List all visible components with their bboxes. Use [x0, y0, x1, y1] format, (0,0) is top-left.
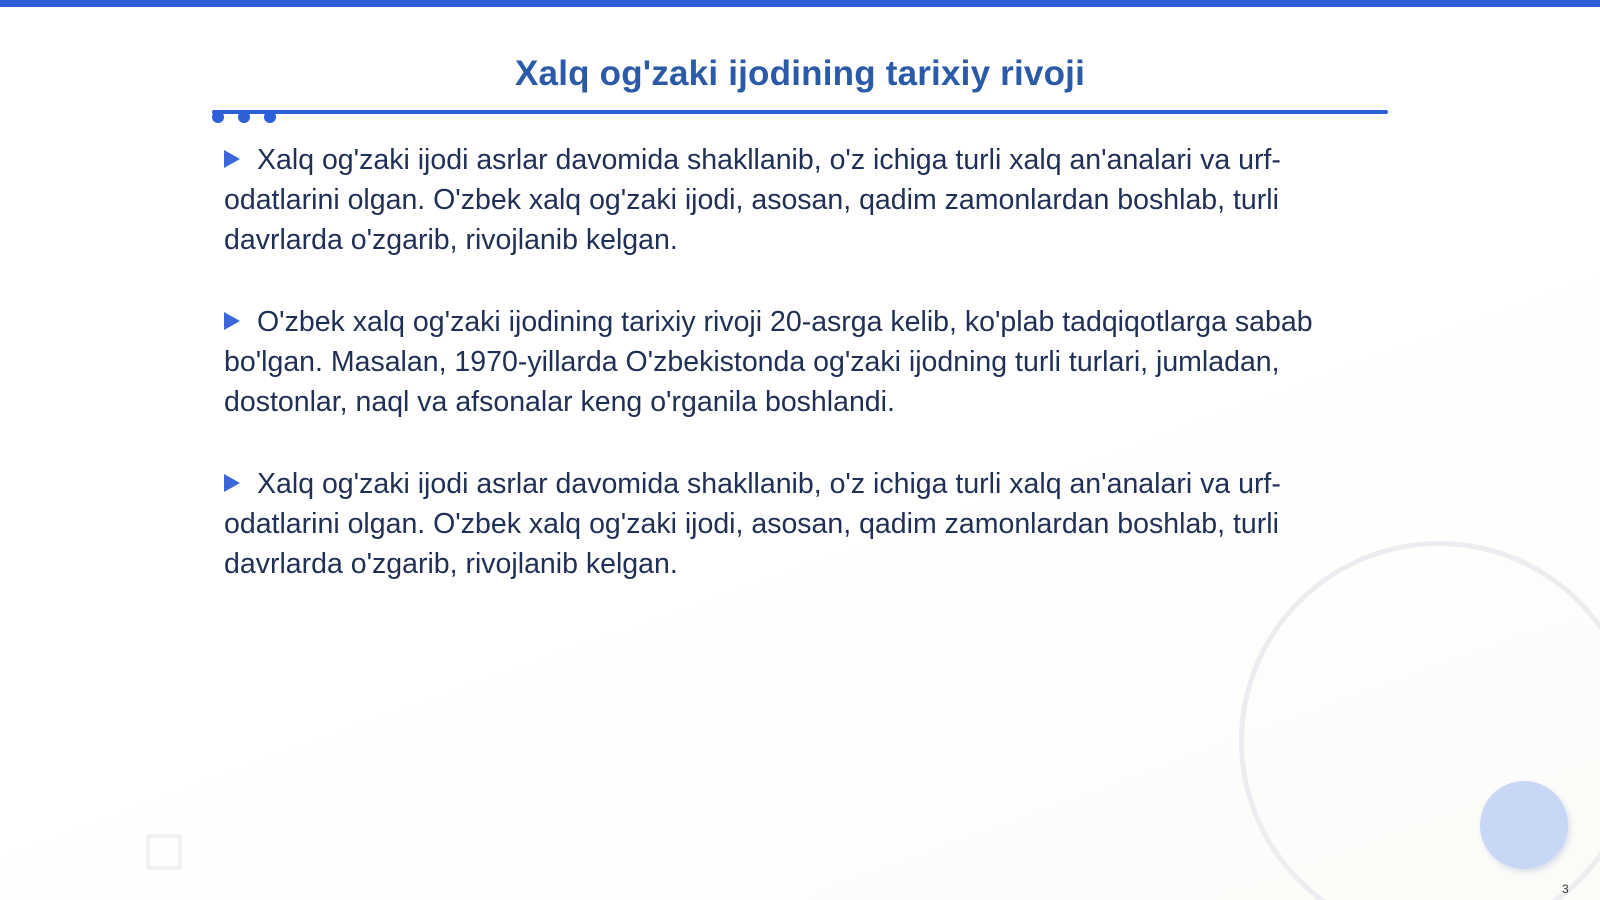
underline-dot	[264, 111, 276, 123]
bullet-text: Xalq og'zaki ijodi asrlar davomida shakllanib, o'z ichiga turli xalq an'analari va urf-odatlarini olgan. O'zbek xalq og'zaki ijodi, asosan, qadim zamonlardan boshlab, turli davrlarda o'zgarib, rivojlanib kelgan.	[224, 468, 1281, 580]
decorative-square	[146, 834, 182, 870]
bullet-item	[224, 464, 1364, 584]
triangle-right-icon	[224, 312, 240, 330]
slide-title: Xalq og'zaki ijodining tarixiy rivoji	[515, 54, 1085, 93]
bullet-item	[224, 140, 1364, 260]
decorative-circle	[1480, 781, 1568, 869]
top-accent-bar	[0, 0, 1600, 7]
triangle-right-icon	[224, 474, 240, 492]
bullet-item	[224, 302, 1364, 422]
page-number: 3	[1562, 882, 1569, 896]
bullet-text: Xalq og'zaki ijodi asrlar davomida shakllanib, o'z ichiga turli xalq an'analari va urf-odatlarini olgan. O'zbek xalq og'zaki ijodi, asosan, qadim zamonlardan boshlab, turli davrlarda o'zgarib, rivojlanib kelgan.	[224, 144, 1281, 256]
triangle-right-icon	[224, 150, 240, 168]
underline-dot	[212, 111, 224, 123]
bullet-list	[224, 140, 1364, 626]
title-underline	[212, 110, 1388, 114]
underline-dot	[238, 111, 250, 123]
bullet-text: O'zbek xalq og'zaki ijodining tarixiy rivoji 20-asrga kelib, ko'plab tadqiqotlarga sabab bo'lgan. Masalan, 1970-yillarda O'zbekistonda og'zaki ijodning turli turlari, jumladan, dostonlar, naql va afsonalar keng o'rganila boshlandi.	[224, 306, 1313, 418]
